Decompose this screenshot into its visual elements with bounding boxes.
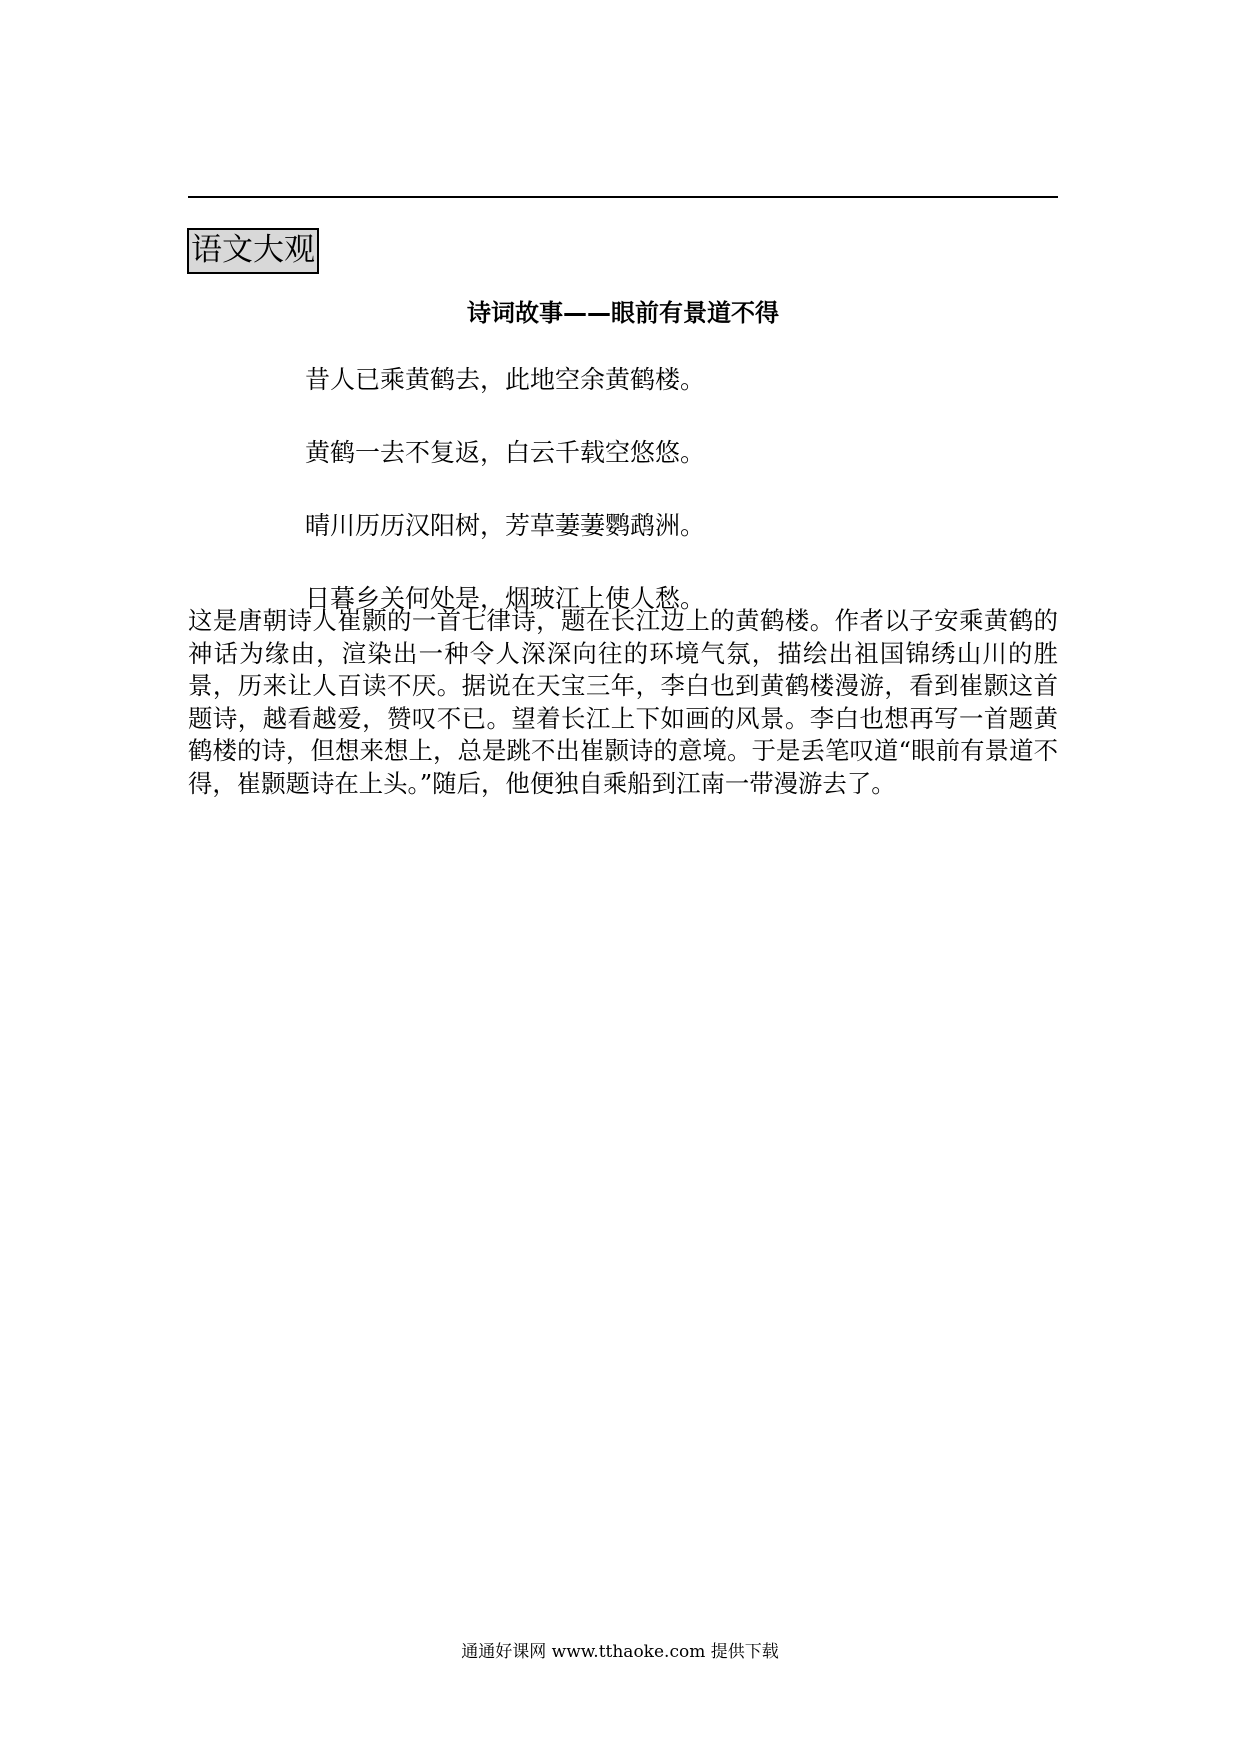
poem-line: 晴川历历汉阳树，芳草萋萋鹦鹉洲。: [305, 511, 706, 540]
story-paragraph: 这是唐朝诗人崔颢的一首七律诗，题在长江边上的黄鹤楼。作者以子安乘黄鹤的神话为缘由，渲染出一种令人深深向往的环境气氛，描绘出祖国锦绣山川的胜景，历来让人百读不厌。据说在天宝三年，李白也到黄鹤楼漫游，看到崔颢这首题诗，越看越爱，赞叹不已。望着长江上下如画的风景。李白也想再写一首题黄鹤楼的诗，但想来想上，总是跳不出崔颢诗的意境。于是丢笔叹道“眼前有景道不得，崔颢题诗在上头。”随后，他便独自乘船到江南一带漫游去了。: [188, 606, 1058, 798]
poem-line: 日暮乡关何处是，烟玻江上使人愁。: [305, 584, 706, 613]
poem-line: 黄鹤一去不复返，白云千载空悠悠。: [305, 438, 706, 467]
section-label: 语文大观: [187, 228, 319, 274]
header-rule: [188, 196, 1058, 198]
poem-line: 昔人已乘黄鹤去，此地空余黄鹤楼。: [305, 365, 706, 394]
story-title: 诗词故事——眼前有景道不得: [467, 299, 779, 327]
footer-source: 通通好课网 www.tthaoke.com 提供下载: [461, 1642, 779, 1662]
